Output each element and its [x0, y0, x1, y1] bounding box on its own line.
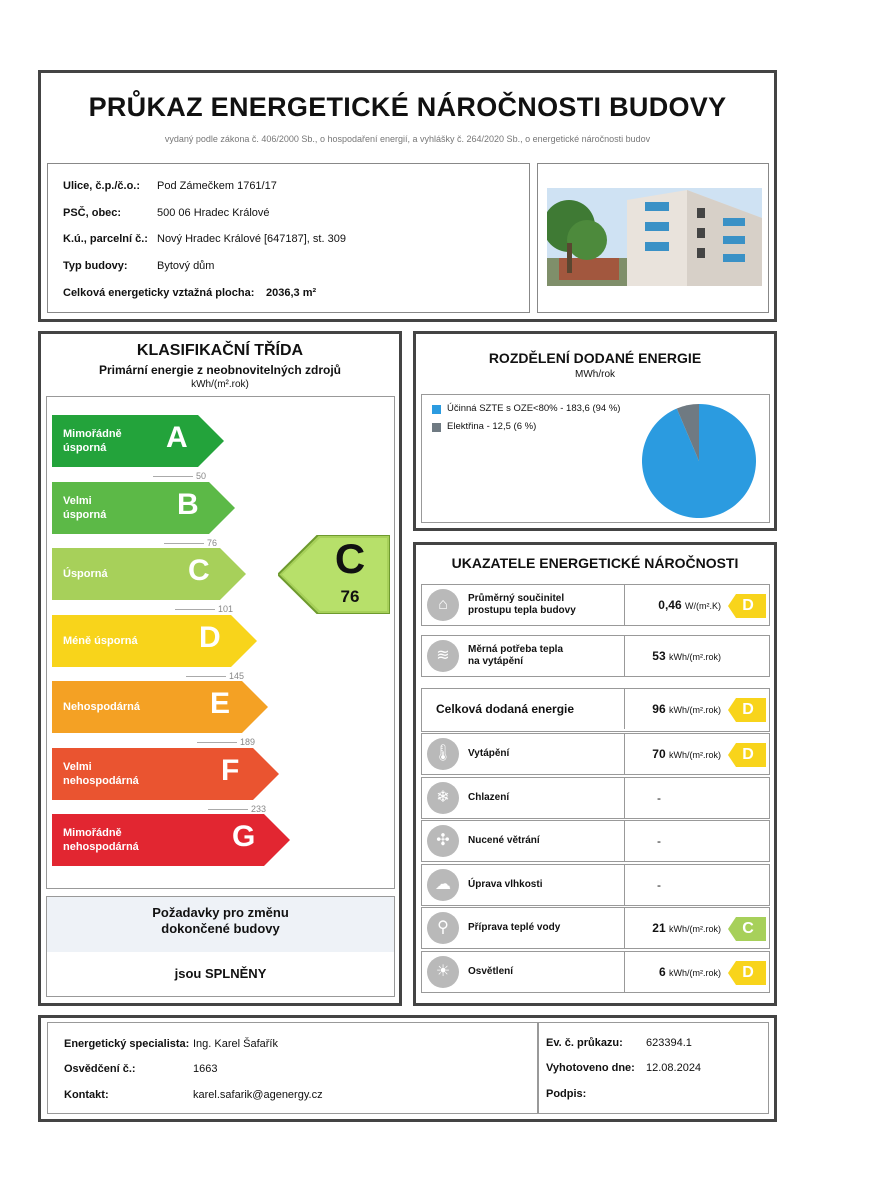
indicator-row — [421, 864, 770, 906]
energy-class-f — [52, 748, 281, 800]
grade-badge-label: D — [742, 597, 754, 614]
energy-class-letter: A — [166, 421, 188, 454]
indicator-value: - — [657, 834, 661, 848]
indicator-value: 6 kWh/(m².rok) — [658, 965, 721, 979]
energy-class-label: Mimořádně úsporná — [63, 428, 122, 454]
page-title: PRŮKAZ ENERGETICKÉ NÁROČNOSTI BUDOVY — [88, 92, 727, 122]
page-subtitle: vydaný podle zákona č. 406/2000 Sb., o hospodaření energií, a vyhlášky č. 264/2020 Sb., o energetické náročnosti budov — [164, 134, 651, 144]
indicator-value: - — [657, 791, 661, 805]
indicator-name: Nucené větrání — [468, 835, 540, 846]
grade-badge — [728, 917, 766, 941]
energy-class-g — [52, 814, 292, 866]
legend-label-szte: Účinná SZTE s OZE<80% - 183,6 (94 %) — [447, 403, 621, 414]
indicator-value: 96 kWh/(m².rok) — [652, 702, 721, 716]
signature-label: Podpis: — [546, 1088, 587, 1100]
threshold-line — [153, 476, 193, 477]
psc-label: PSČ, obec: — [63, 207, 122, 219]
grade-badge-label: C — [742, 920, 754, 937]
ku-value: Nový Hradec Králové [647187], st. 309 — [157, 233, 346, 245]
indicator-name: Chlazení — [468, 792, 510, 803]
distribution-unit: MWh/rok — [575, 369, 615, 380]
classification-subtitle: Primární energie z neobnovitelných zdrojů — [98, 363, 342, 377]
threshold-line — [186, 676, 226, 677]
energy-class-a — [52, 415, 226, 467]
result-class-letter: C — [334, 535, 366, 582]
distribution-title: ROZDĚLENÍ DODANÉ ENERGIE — [488, 350, 702, 366]
energy-class-d — [52, 615, 259, 667]
energy-class-letter: F — [221, 753, 240, 787]
energy-pie-chart — [640, 402, 758, 520]
cooling-icon: ❄ — [427, 782, 459, 814]
threshold-value: 233 — [251, 803, 267, 814]
threshold-value: 145 — [229, 670, 245, 681]
threshold-value: 50 — [196, 471, 207, 481]
area-value: 2036,3 m² — [266, 287, 317, 299]
address-label: Ulice, č.p./č.o.: — [63, 180, 141, 192]
energy-class-e — [52, 681, 270, 733]
indicator-name: Celková dodaná energie — [436, 702, 575, 716]
classification-unit: kWh/(m².rok) — [191, 379, 249, 390]
indicator-name: Vytápění — [468, 748, 510, 759]
indicator-value: 70 kWh/(m².rok) — [652, 747, 721, 761]
indicator-name: Osvětlení — [468, 966, 514, 977]
grade-badge-label: D — [742, 964, 754, 981]
grade-badge — [728, 594, 766, 618]
indicators-title: UKAZATELE ENERGETICKÉ NÁROČNOSTI — [451, 555, 739, 571]
energy-class-label: Velmi úsporná — [63, 494, 107, 521]
indicator-value: 0,46 W/(m².K) — [658, 598, 721, 612]
indicator-row — [421, 733, 770, 775]
threshold-value: 189 — [240, 737, 256, 747]
footer-right-divider — [537, 1022, 539, 1114]
house-icon: ⌂ — [427, 589, 459, 621]
ku-label: K.ú., parcelní č.: — [63, 233, 148, 245]
requirements-result: jsou SPLNĚNY — [174, 966, 267, 981]
energy-class-label: Méně úsporná — [63, 634, 138, 647]
energy-class-letter: D — [199, 620, 221, 654]
legend-swatch-electricity — [432, 423, 441, 432]
address-value: Pod Zámečkem 1761/17 — [157, 180, 277, 192]
energy-class-label: Nehospodárná — [63, 701, 141, 713]
indicator-name: Průměrný součinitel prostupu tepla budovy — [468, 593, 576, 616]
cert-value: 1663 — [193, 1063, 218, 1075]
ev-value: 623394.1 — [646, 1037, 692, 1049]
threshold-line — [164, 543, 204, 544]
threshold-value: 101 — [218, 604, 234, 614]
energy-class-label: Velmi nehospodárná — [63, 760, 139, 787]
fan-icon: ✣ — [427, 825, 459, 857]
energy-class-letter: B — [177, 487, 199, 521]
indicator-row — [421, 635, 770, 677]
type-value: Bytový dům — [157, 260, 215, 272]
energy-class-b — [52, 482, 237, 534]
date-value: 12.08.2024 — [646, 1062, 702, 1074]
indicator-row — [421, 777, 770, 819]
humidity-icon: ☁ — [427, 869, 459, 901]
date-label: Vyhotoveno dne: — [546, 1062, 635, 1074]
grade-badge — [728, 698, 766, 722]
indicator-row — [421, 820, 770, 862]
threshold-line — [175, 609, 215, 610]
result-class-value: 76 — [340, 587, 360, 606]
energy-class-letter: G — [232, 820, 256, 853]
heat-waves-icon: ≋ — [427, 640, 459, 672]
legend-label-electricity: Elektřina - 12,5 (6 %) — [447, 421, 537, 432]
requirements-title-2: dokončené budovy — [161, 921, 280, 936]
indicator-row — [421, 907, 770, 949]
indicator-name: Měrná potřeba tepla na vytápění — [468, 644, 564, 667]
faucet-icon: ⚲ — [427, 912, 459, 944]
specialist-value: Ing. Karel Šafařík — [193, 1038, 278, 1050]
grade-badge-label: D — [742, 701, 754, 718]
energy-class-c — [52, 548, 248, 600]
psc-value: 500 06 Hradec Králové — [157, 207, 270, 219]
indicator-value: 21 kWh/(m².rok) — [652, 921, 721, 935]
contact-label: Kontakt: — [64, 1089, 109, 1101]
ev-label: Ev. č. průkazu: — [546, 1037, 623, 1049]
energy-class-letter: C — [188, 554, 210, 587]
requirements-title-1: Požadavky pro změnu — [152, 905, 289, 920]
thermometer-icon: 🌡 — [427, 738, 459, 770]
indicator-row — [421, 951, 770, 993]
grade-badge-label: D — [742, 746, 754, 763]
classification-title: KLASIFIKAČNÍ TŘÍDA — [136, 342, 304, 359]
lightbulb-icon: ☀ — [427, 956, 459, 988]
area-label: Celková energeticky vztažná plocha: — [63, 287, 255, 299]
energy-class-label: Mimořádně nehospodárná — [63, 827, 139, 853]
cert-label: Osvědčení č.: — [64, 1063, 136, 1075]
specialist-label: Energetický specialista: — [64, 1038, 190, 1050]
energy-class-letter: E — [210, 687, 231, 720]
contact-value: karel.safarik@agenergy.cz — [193, 1089, 323, 1101]
type-label: Typ budovy: — [63, 260, 128, 272]
indicator-row — [421, 688, 770, 732]
indicator-name: Úprava vlhkosti — [468, 879, 543, 890]
threshold-line — [208, 809, 248, 810]
grade-badge — [728, 961, 766, 985]
indicator-value: - — [657, 878, 661, 892]
indicator-row — [421, 584, 770, 626]
indicator-value: 53 kWh/(m².rok) — [652, 649, 721, 663]
threshold-line — [197, 742, 237, 743]
threshold-value: 76 — [207, 537, 218, 548]
energy-class-label: Úsporná — [63, 568, 108, 580]
legend-swatch-szte — [432, 405, 441, 414]
indicator-name: Příprava teplé vody — [468, 922, 561, 933]
grade-badge — [728, 743, 766, 767]
building-photo — [547, 188, 762, 286]
